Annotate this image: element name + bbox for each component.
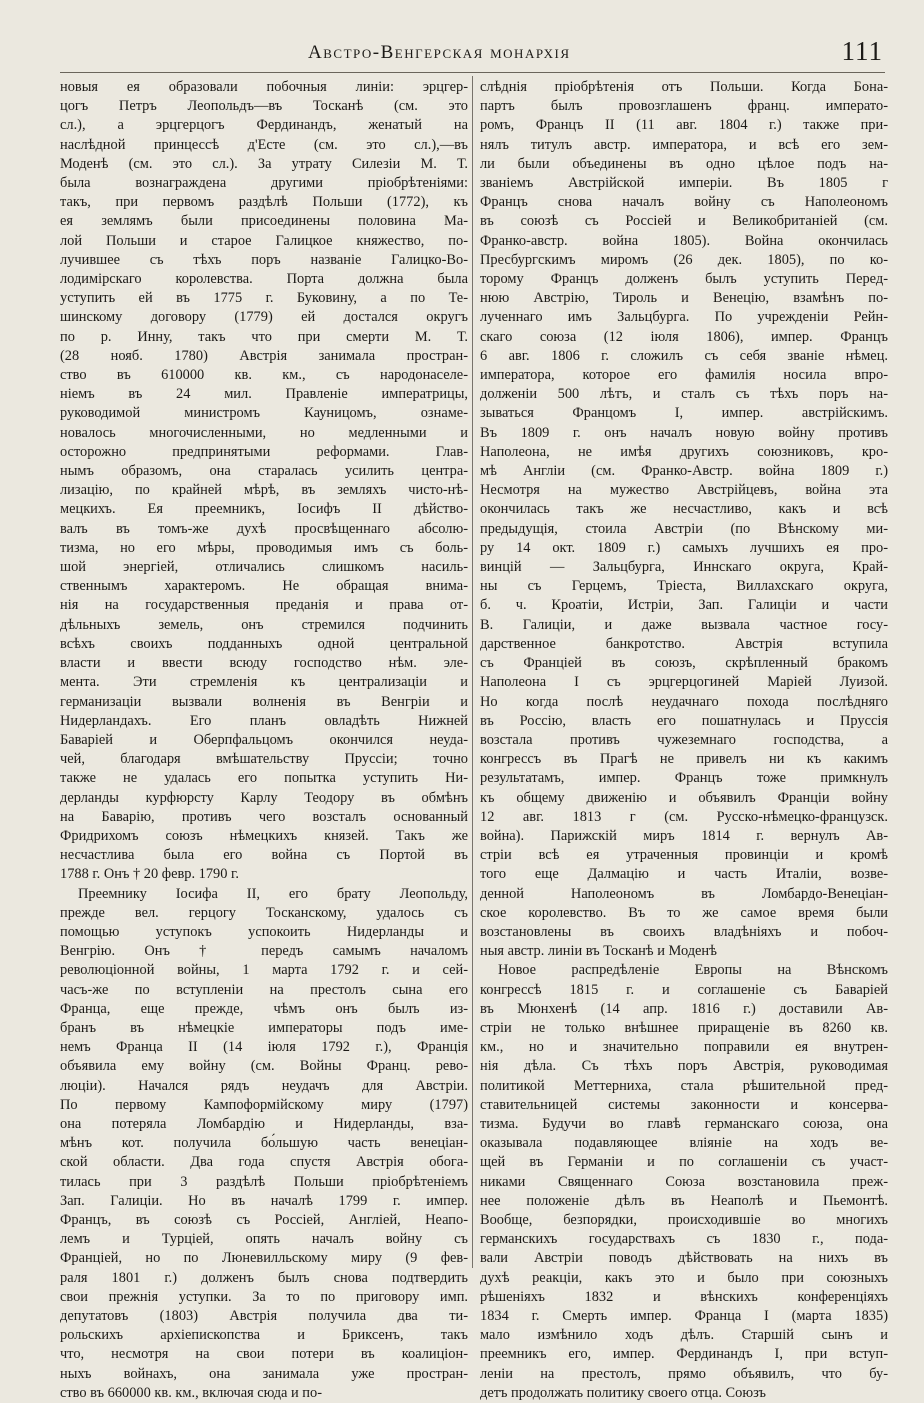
text-line: результатамъ, импер. Францъ тоже примкнулъ [480, 770, 888, 787]
text-line: цогъ Петръ Леопольдъ—въ Тосканѣ (см. это [60, 98, 468, 115]
text-line: лодимірскаго королевства. Порта должна была [60, 271, 468, 288]
text-line: Моденѣ (см. это сл.). За утрату Силезіи М. Т. [60, 155, 468, 172]
text-line: вали Австріи поводъ дѣйствовать на нихъ въ [480, 1250, 888, 1267]
text-line: мецкихъ. Ея преемникъ, Іосифъ II дѣйство- [60, 501, 468, 518]
text-line: ныя австр. линіи въ Тосканѣ и Моденѣ [480, 943, 717, 960]
text-line: ство въ 610000 кв. км., съ народонаселе- [60, 367, 468, 384]
text-line: свои прежнія уступки. За то по приговору имп. [60, 1288, 468, 1305]
text-line: преемникъ его, импер. Фердинандъ I, при вступ- [480, 1346, 888, 1363]
text-line: торому Францъ долженъ былъ уступить Перед- [480, 271, 888, 288]
text-line: Франца, еще прежде, чѣмъ онъ былъ из- [60, 1000, 468, 1017]
text-line: Францъ, въ союзѣ съ Россіей, Англіей, Неапо- [60, 1211, 468, 1228]
text-line: она потеряла Ломбардію и Нидерланды, вза- [60, 1115, 468, 1132]
text-line: шинскому договору (1779) ей достался округъ [60, 309, 468, 326]
column-divider [472, 76, 473, 1268]
text-line: ли были объединены въ одно цѣлое подъ на- [480, 155, 888, 172]
text-line: Преемнику Іосифа II, его брату Леопольду, [78, 885, 468, 902]
text-line: политикой Меттерниха, стала рѣшительной пред- [480, 1077, 888, 1094]
text-line: слѣднія пріобрѣтенія отъ Польши. Когда Бона- [480, 79, 888, 95]
text-line: Въ 1809 г. онъ началъ новую войну противъ [480, 424, 888, 441]
text-line: По первому Кампоформійскому миру (1797) [60, 1096, 468, 1113]
text-column-left [60, 78, 468, 1403]
text-line: Вообще, безпорядки, происходившіе во многихъ [480, 1211, 888, 1228]
text-line: лученнаго имъ Зальцбурга. По учрежденіи Рейн- [480, 309, 888, 326]
text-line: конгрессъ въ Прагѣ не привелъ ни къ какимъ [480, 751, 888, 768]
text-line: денной Наполеономъ въ Ломбардо-Венеціан- [480, 885, 888, 902]
text-line: км., но и значительно поправили ея внутрен- [480, 1039, 888, 1056]
text-line: партъ былъ провозглашенъ франц. императо- [480, 98, 888, 115]
text-line: лемъ и Турціей, опять началъ войну съ [60, 1231, 468, 1248]
text-line: В. Галиціи, и даже вызвала частное госу- [480, 616, 888, 633]
text-line: стріи всѣ ея утраченныя провинціи и кромѣ [480, 847, 888, 864]
text-line: также не удалась его попытка уступить Ни- [60, 770, 468, 787]
text-line: (28 нояб. 1780) Австрія занимала простран- [60, 347, 468, 364]
text-line: мѣ Англіи (см. Франко-Австр. война 1809 г.) [480, 463, 888, 480]
text-line: Но когда послѣ неудачнаго похода послѣдняго [480, 693, 888, 710]
text-line: нія на государственныя преданія и права от- [60, 597, 468, 614]
text-line: германскихъ государствахъ съ 1830 г., пода- [480, 1231, 888, 1248]
text-line: часъ-же по вступленіи на престолъ сына его [60, 981, 468, 998]
text-line: что, несмотря на свои потери въ коалиціон- [60, 1346, 468, 1363]
text-line: званіемъ Австрійской имперіи. Въ 1805 г [480, 175, 888, 192]
text-line: сл.), а эрцгерцогъ Фердинандъ, женатый на [60, 117, 468, 134]
text-line: шой энергіей, отличались слишкомъ насиль- [60, 559, 468, 576]
text-line: ромъ, Францъ II (11 авг. 1804 г.) также при- [480, 117, 888, 134]
text-line: дѣльныхъ земель, онъ стремился подчинить [60, 616, 468, 633]
text-line: лизацію, по крайней мѣрѣ, въ земляхъ чисто-нѣ- [60, 482, 468, 499]
text-line: ставительницей системы законности и консерва- [480, 1096, 888, 1113]
text-line: ру 14 окт. 1809 г.) самыхъ лучшихъ ея про- [480, 539, 888, 556]
text-line: окончилась такъ же несчастливо, какъ и всѣ [480, 501, 888, 518]
text-line: въ союзѣ съ Россіей и Великобританіей (см. [480, 213, 888, 230]
text-line: Баваріей и Оберпфальцомъ окончился неуда- [60, 731, 468, 748]
text-line: раля 1801 г.) долженъ былъ снова подтвердить [60, 1269, 468, 1286]
text-line: была вознаграждена другими пріобрѣтеніями: [60, 175, 468, 192]
text-line: нія дѣла. Съ тѣхъ поръ Австрія, руководимая [480, 1058, 888, 1075]
text-line: долженіи 500 лѣтъ, и сталъ съ тѣхъ поръ на- [480, 386, 888, 403]
text-line: б. ч. Кроатіи, Истріи, Зап. Галиціи и части [480, 597, 888, 614]
text-line: такъ, при первомъ раздѣлѣ Польши (1772), къ [60, 194, 468, 211]
text-line: нюю Австрію, Тироль и Венецію, взамѣнъ по- [480, 290, 888, 307]
text-line: новалось многочисленными, но медленными и [60, 424, 468, 441]
text-line: тизма. Будучи во главѣ германскаго союза, она [480, 1115, 888, 1132]
text-line: по р. Инну, такъ что при смерти М. Т. [60, 328, 468, 345]
text-line: къ общему движенію и объявилъ Франціи войну [480, 789, 888, 806]
text-line: никами Священнаго Союза возстановила преж- [480, 1173, 888, 1190]
text-line: Фридрихомъ союзъ нѣмецкихъ князей. Такъ же [60, 827, 468, 844]
text-line: возстановлены въ своихъ владѣніяхъ и побоч- [480, 923, 888, 940]
text-line: помощью уступокъ успокоить Нидерланды и [60, 923, 468, 940]
text-line: дарственное банкротство. Австрія вступила [480, 635, 888, 652]
text-line: тилась при 3 раздѣлѣ Польши пріобрѣтеніемъ [60, 1173, 468, 1190]
text-line: война). Парижскій миръ 1814 г. вернулъ Ав- [480, 827, 888, 844]
text-line: объявила ему войну (см. Войны Франц. рево- [60, 1058, 468, 1075]
text-line: бранъ въ нѣмецкіе императоры подъ име- [60, 1019, 468, 1036]
text-line: на Баварію, противъ чего возсталъ основанный [60, 808, 468, 825]
text-line: детъ продолжать политику своего отца. Союзъ [480, 1384, 766, 1401]
text-line: валъ въ томъ-же духѣ просвѣщеннаго абсолю- [60, 520, 468, 537]
text-line: наслѣдной принцессѣ д'Есте (см. это сл.),—въ [60, 136, 468, 153]
text-line: всѣхъ своихъ подданныхъ одной центральной [60, 635, 468, 652]
text-line: нялъ титулъ австр. императора, и всѣ его зем- [480, 136, 888, 153]
text-line: Новое распредѣленіе Европы на Вѣнскомъ [498, 962, 888, 979]
text-line: щей въ Германіи и по соглашеніи съ участ- [480, 1154, 888, 1171]
text-line: несчастлива была его война съ Портой въ [60, 847, 468, 864]
text-line: 1788 г. Онъ † 20 февр. 1790 г. [60, 866, 239, 883]
text-line: мента. Эти стремленія къ централизаціи и [60, 674, 468, 691]
text-line: ство въ 660000 кв. км., включая сюда и по- [60, 1384, 322, 1401]
text-line: германизаціи вызвали волненія въ Венгріи и [60, 693, 468, 710]
text-line: конгрессѣ 1815 г. и соглашеніе съ Баваріей [480, 981, 888, 998]
text-line: осторожно предпринятыми реформами. Глав- [60, 443, 468, 460]
text-line: чей, благодаря вмѣшательству Пруссіи; точно [60, 751, 468, 768]
text-line: Нидерландахъ. Его планъ овладѣть Нижней [60, 712, 468, 729]
text-line: ское королевство. Въ то же самое время были [480, 904, 888, 921]
page-header [60, 34, 885, 68]
text-column-right [480, 78, 888, 1403]
text-line: винцій — Зальцбурга, Иннскаго округа, Край- [480, 559, 888, 576]
text-line: нее положеніе дѣлъ въ Неаполѣ и Пьемонтѣ. [480, 1192, 888, 1209]
text-line: рѣшеніяхъ 1832 и вѣнскихъ конференціяхъ [480, 1288, 888, 1305]
text-line: Франко-австр. война 1805). Война окончилась [480, 232, 888, 249]
running-title: Австро-Венгерская монархія [308, 42, 571, 63]
text-line: рольскихъ архіепископства и Бриксенъ, такъ [60, 1327, 468, 1344]
text-line: съ Франціей въ союзъ, скрѣпленный бракомъ [480, 655, 888, 672]
text-line: предыдущія, стоила Австріи (по Вѣнскому ми- [480, 520, 888, 537]
text-line: тизма, но его мѣры, проводимыя имъ съ боль- [60, 539, 468, 556]
text-line: лой Польши и старое Галицкое княжество, по- [60, 232, 468, 249]
text-line: ственнымъ характеромъ. Не обращая внима- [60, 578, 468, 595]
text-line: мѣнъ кот. получила бо́льшую часть венеціан- [60, 1135, 468, 1152]
text-line: 6 авг. 1806 г. сложилъ съ себя званіе нѣмец. [480, 347, 888, 364]
text-line: того еще Далмацію и часть Италіи, возве- [480, 866, 888, 883]
text-line: Пресбургскимъ миромъ (26 дек. 1805), по ко- [480, 251, 888, 268]
text-line: дерланды курфюрсту Карлу Теодору въ обмѣнъ [60, 789, 468, 806]
text-line: ской области. Два года спустя Австрія обога- [60, 1154, 468, 1171]
text-line: въ Россію, власть его пошатнулась и Пруссія [480, 712, 888, 729]
text-line: руководимой министромъ Кауницомъ, ознаме- [60, 405, 468, 422]
text-line: въ Мюнхенѣ (14 апр. 1816 г.) доставили Ав- [480, 1000, 888, 1017]
text-line: леніи на престолъ, прямо объявилъ, что бу- [480, 1365, 888, 1382]
text-line: новыя ея образовали побочныя линіи: эрцгер- [60, 79, 468, 95]
text-line: власти и ввести всюду господство нѣм. эле- [60, 655, 468, 672]
text-line: Наполеона, не имѣя другихъ союзниковъ, кро- [480, 443, 888, 460]
text-line: возстала противъ чужеземнаго господства, а [480, 731, 888, 748]
text-line: оказывала подавляющее вліяніе на ходъ ве- [480, 1135, 888, 1152]
text-line: 1834 г. Смерть импер. Франца I (марта 1835) [480, 1308, 888, 1324]
text-line: Венгрію. Онъ † передъ самымъ началомъ [60, 943, 468, 960]
text-line: Зап. Галиціи. Но въ началѣ 1799 г. импер. [60, 1192, 468, 1209]
text-line: немъ Франца II (14 іюля 1792 г.), Франція [60, 1039, 468, 1056]
text-line: духѣ реакціи, какъ это и было при союзныхъ [480, 1269, 888, 1286]
text-line: прежде вел. герцогу Тосканскому, удалось съ [60, 904, 468, 921]
text-line: Франціей, но по Люневилльскому миру (9 фев- [60, 1250, 468, 1267]
text-line: революціонной войны, 1 марта 1792 г. и сей- [60, 962, 468, 979]
text-line: нымъ образомъ, она старалась усилить центра- [60, 463, 468, 480]
text-line: Наполеона I съ эрцгерцогиней Маріей Луизой. [480, 674, 888, 691]
text-line: уступить ей въ 1775 г. Буковину, а по Те- [60, 290, 468, 307]
text-line: Францъ снова началъ войну съ Наполеономъ [480, 194, 888, 211]
text-line: люціи). Начался рядъ неудачъ для Австріи. [60, 1077, 468, 1094]
text-line: ніемъ въ 24 мил. Правленіе императрицы, [60, 386, 468, 403]
text-line: 12 авг. 1813 г (см. Русско-нѣмецко-французск. [480, 808, 888, 825]
text-line: стріи не только внѣшнее приращеніе въ 8260 кв. [480, 1019, 888, 1036]
text-line: лучившее съ тѣхъ поръ названіе Галицко-Во- [60, 251, 468, 268]
text-line: императора, которое его фамилія носила впро- [480, 367, 888, 384]
text-line: Несмотря на мужество Австрійцевъ, война эта [480, 482, 888, 499]
text-line: мало измѣнило ходъ дѣлъ. Старшій сынъ и [480, 1327, 888, 1344]
text-line: депутатовъ (1803) Австрія получила два ти- [60, 1308, 468, 1324]
header-rule [60, 72, 885, 73]
text-line: скаго союза (12 іюля 1806), импер. Францъ [480, 328, 888, 345]
text-line: ны съ Герцемъ, Тріеста, Виллахскаго округа, [480, 578, 888, 595]
text-line: зываться Францомъ I, импер. австрійскимъ. [480, 405, 888, 422]
page-number: 111 [841, 36, 883, 66]
text-line: ея землямъ были присоединены половина Ма- [60, 213, 468, 230]
text-line: ныхъ войнахъ, она занимала уже простран- [60, 1365, 468, 1382]
